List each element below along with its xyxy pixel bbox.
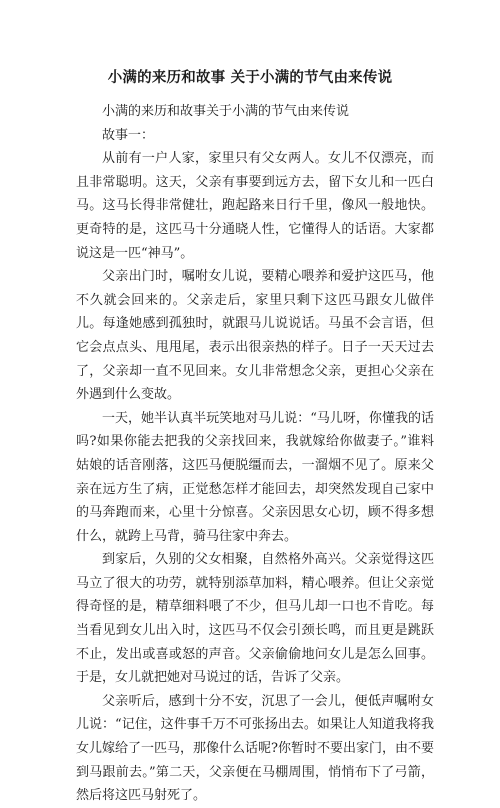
paragraph: 一天，她半认真半玩笑地对马儿说：“马儿呀，你懂我的话吗?如果你能去把我的父亲找回来，我就嫁给你做妻子。”谁料姑娘的话音刚落，这匹马便脱缰而去，一溜烟不见了。原来父亲在远方生了病，正觉愁怎样才能回去，却突然发现自己家中的马奔跑而来，心里十分惊喜。父亲因思女心切，顾不得多想什么，就跨上马背，骑马往家中奔去。	[76, 410, 434, 544]
paragraph: 父亲听后，感到十分不安，沉思了一会儿，便低声嘱咐女儿说：“记住，这件事千万不可张扬出去。如果让人知道我将我女儿嫁给了一匹马，那像什么话呢?你暂时不要出家门，由不要到马跟前去。”第二天，父亲便在马棚周围，悄悄布下了弓箭，然后将这匹马射死了。	[76, 693, 434, 804]
document-body	[76, 100, 434, 808]
paragraph-heading: 小满的来历和故事关于小满的节气由来传说	[102, 104, 350, 119]
document-title: 小满的来历和故事 关于小满的节气由来传说	[107, 69, 393, 86]
paragraph: 从前有一户人家，家里只有父女两人。女儿不仅漂亮，而且非常聪明。这天，父亲有事要到远方去，留下女儿和一匹白马。这马长得非常健壮，跑起路来日行千里，像风一般地快。更奇特的是，这匹马十分通晓人性，它懂得人的话语。大家都说这是一匹“神马”。	[76, 151, 434, 261]
paragraph-story-label: 故事一：	[102, 127, 155, 143]
paragraph: 父亲出门时，嘱咐女儿说，要精心喂养和爱护这匹马，他不久就会回来的。父亲走后，家里只剩下这匹马跟女儿做伴儿。每逢她感到孤独时，就跟马儿说说话。马虽不会言语，但它会点点头、甩甩尾，表示出很亲热的样子。日子一天天过去了，父亲却一直不见回来。女儿非常想念父亲，更担心父亲在外遇到什么变故。	[76, 269, 434, 403]
paragraph: 到家后，久别的父女相聚，自然格外高兴。父亲觉得这匹马立了很大的功劳，就特别添草加料，精心喂养。但让父亲觉得奇怪的是，精草细料喂了不少，但马儿却一口也不肯吃。每当看见到女儿出入时，这匹马不仅会引颈长鸣，而且更是跳跃不止，发出或喜或怒的声音。父亲偷偷地问女儿是怎么回事。于是，女儿就把她对马说过的话，告诉了父亲。	[76, 552, 434, 686]
